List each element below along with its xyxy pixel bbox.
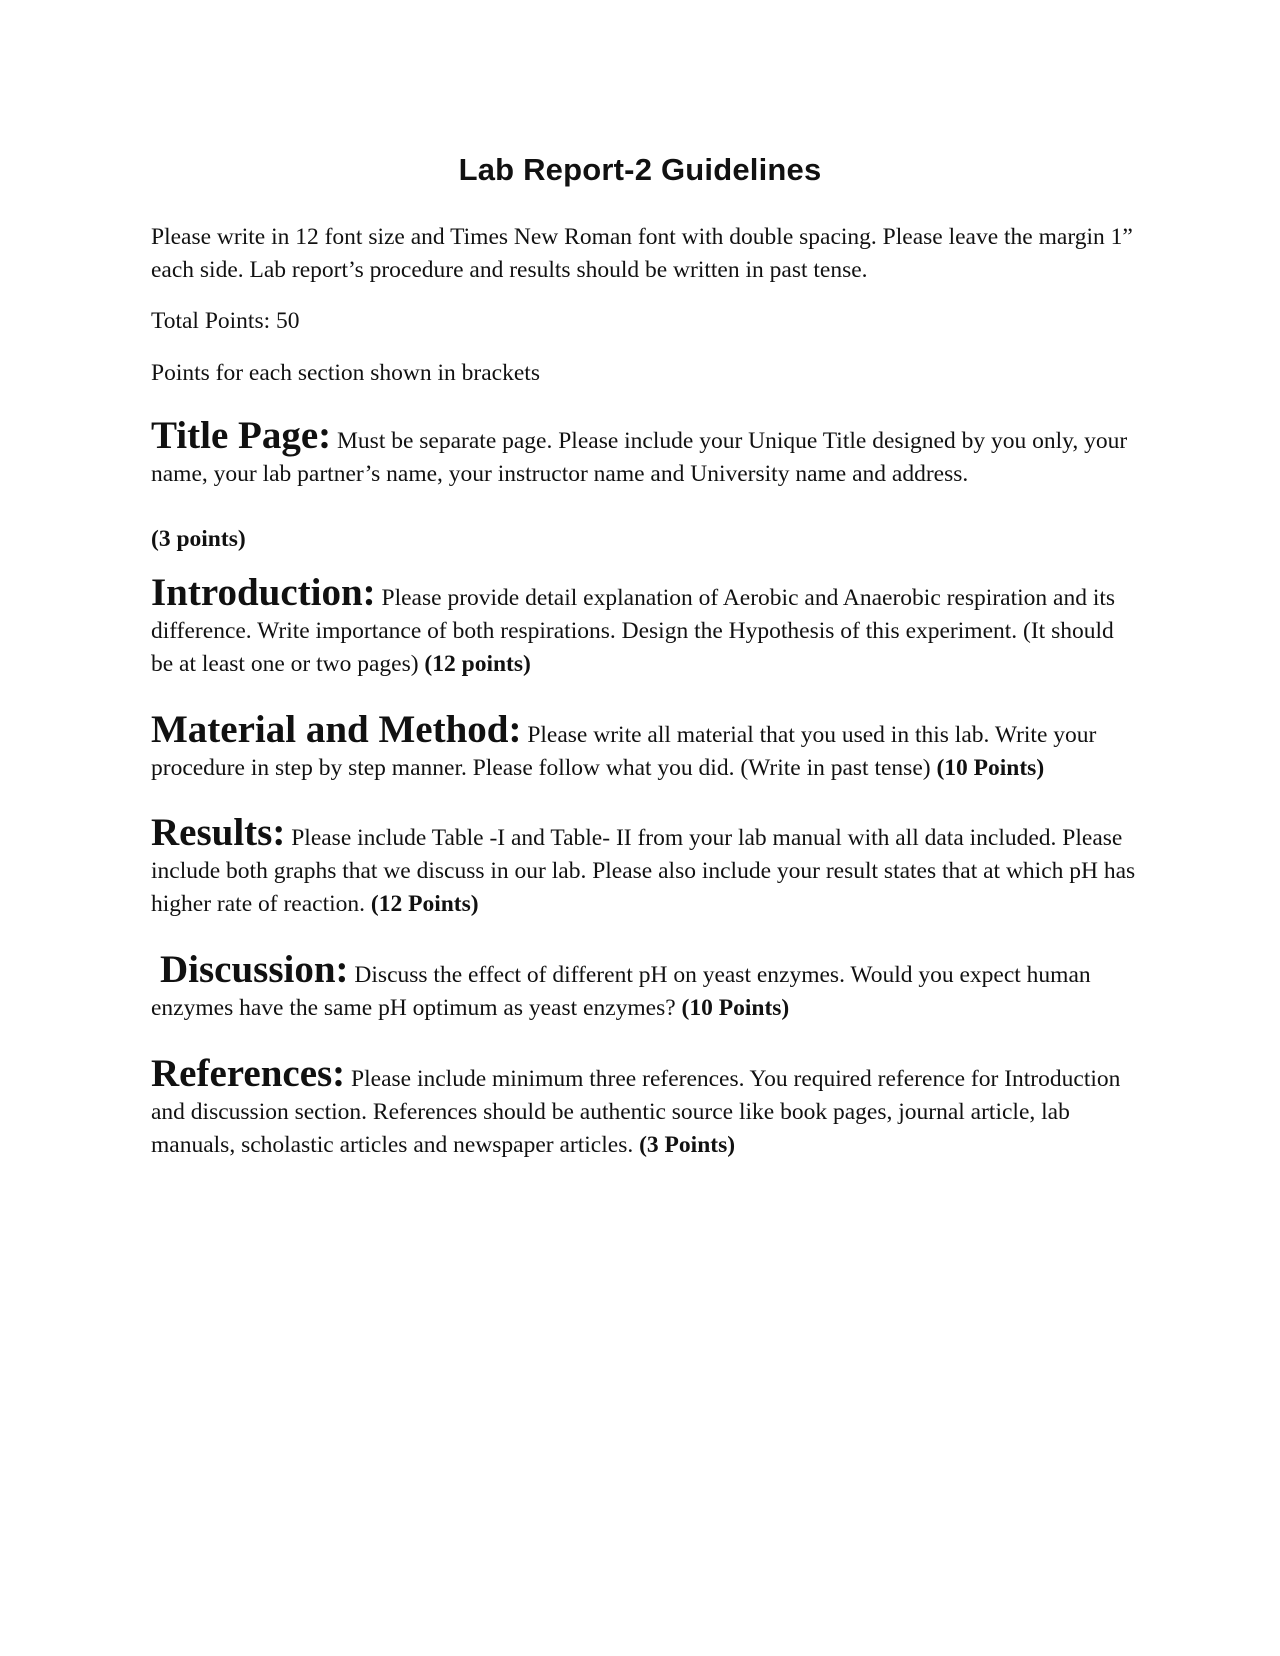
section-points: (3 Points)	[639, 1132, 736, 1158]
section-points: (12 Points)	[370, 891, 479, 917]
section-heading: References:	[151, 1052, 346, 1095]
section-text: Please include minimum three references. You required reference for Introduction and discussion section. References should be authentic source like book pages, journal article, lab manuals, scholastic articles and newspaper articles.	[151, 1066, 1121, 1158]
section-text: Must be separate page. Please include your Unique Title designed by you only, your name, your lab partner’s name, your instructor name and University name and address.	[151, 428, 1128, 487]
section-title-page	[151, 414, 1136, 491]
document-title: Lab Report-2 Guidelines	[458, 152, 822, 187]
section-results	[151, 811, 1136, 921]
section-points: (10 Points)	[681, 995, 790, 1021]
points-note: Points for each section shown in brackets	[151, 360, 540, 386]
section-points: (10 Points)	[936, 755, 1045, 781]
section-text: Please write all material that you used in this lab. Write your procedure in step by step manner. Please follow what you did. (Write in past tense)	[151, 722, 1097, 781]
section-points: (3 points)	[151, 526, 246, 552]
section-heading: Title Page:	[151, 414, 332, 457]
section-introduction	[151, 571, 1136, 681]
section-references	[151, 1052, 1136, 1162]
section-heading: Discussion:	[160, 948, 349, 991]
section-points: (12 points)	[424, 651, 531, 677]
total-points: Total Points: 50	[151, 308, 300, 334]
section-text: Discuss the effect of different pH on yeast enzymes. Would you expect human enzymes have the same pH optimum as yeast enzymes?	[151, 962, 1091, 1021]
section-text: Please provide detail explanation of Aerobic and Anaerobic respiration and its difference. Write importance of both respirations. Design the Hypothesis of this experiment. (It should be at least one or two pages)	[151, 585, 1116, 677]
section-material-method	[151, 708, 1136, 785]
formatting-instructions: Please write in 12 font size and Times New Roman font with double spacing. Please leave the margin 1” each side. Lab report’s procedure and results should be written in past tense.	[151, 224, 1133, 283]
section-heading: Introduction:	[151, 571, 376, 614]
section-heading: Material and Method:	[151, 708, 522, 751]
section-heading: Results:	[151, 811, 286, 854]
section-discussion	[151, 948, 1136, 1025]
section-text: Please include Table -I and Table- II from your lab manual with all data included. Please include both graphs that we discuss in our lab. Please also include your result states that at which pH has higher rate of reaction.	[151, 825, 1136, 917]
